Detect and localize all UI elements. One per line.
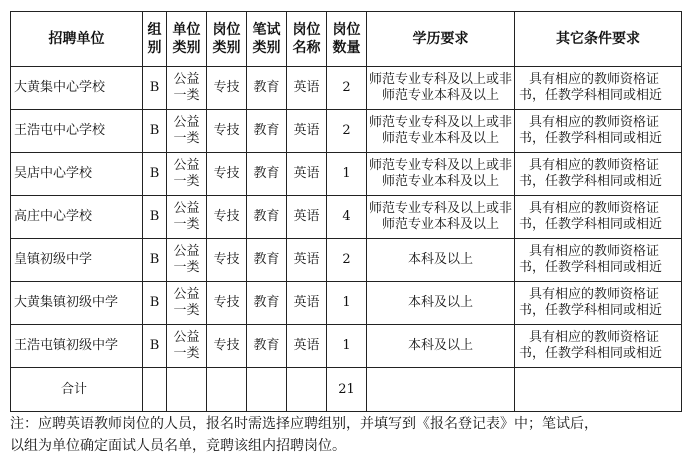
header-post-name: 岗位 名称	[287, 12, 327, 67]
cell-education: 师范专业专科及以上或非 师范专业本科及以上	[367, 153, 515, 196]
header-post-type: 岗位 类别	[207, 12, 247, 67]
cell-post-type: 专技	[207, 110, 247, 153]
header-other: 其它条件要求	[515, 12, 682, 67]
footnote	[10, 413, 681, 457]
cell-education: 本科及以上	[367, 325, 515, 368]
cell-other: 具有相应的教师资格证 书，任教学科相同或相近	[515, 110, 682, 153]
cell-unit: 大黄集中心学校	[11, 67, 143, 110]
cell-unit: 吴店中心学校	[11, 153, 143, 196]
cell-exam: 教育	[247, 282, 287, 325]
cell-group: B	[143, 153, 167, 196]
header-unit-type: 单位 类别	[167, 12, 207, 67]
cell-exam: 教育	[247, 239, 287, 282]
cell-group: B	[143, 196, 167, 239]
cell-post-type: 专技	[207, 282, 247, 325]
cell-post-type: 专技	[207, 239, 247, 282]
total-empty-cell	[143, 368, 167, 412]
cell-count: 2	[327, 110, 367, 153]
footnote-line: 以组为单位确定面试人员名单，竞聘该组内招聘岗位。	[10, 438, 346, 454]
table-row	[11, 239, 682, 282]
cell-post-name: 英语	[287, 196, 327, 239]
cell-other: 具有相应的教师资格证 书，任教学科相同或相近	[515, 239, 682, 282]
cell-post-type: 专技	[207, 196, 247, 239]
cell-group: B	[143, 325, 167, 368]
total-row	[11, 368, 682, 412]
cell-exam: 教育	[247, 110, 287, 153]
cell-post-type: 专技	[207, 153, 247, 196]
cell-unit-type: 公益 一类	[167, 282, 207, 325]
cell-group: B	[143, 282, 167, 325]
cell-unit: 皇镇初级中学	[11, 239, 143, 282]
cell-count: 1	[327, 153, 367, 196]
cell-exam: 教育	[247, 67, 287, 110]
cell-post-name: 英语	[287, 67, 327, 110]
header-exam-type: 笔试 类别	[247, 12, 287, 67]
total-empty-cell	[167, 368, 207, 412]
total-count: 21	[327, 368, 367, 412]
cell-unit-type: 公益 一类	[167, 196, 207, 239]
recruitment-table	[10, 11, 682, 412]
cell-post-name: 英语	[287, 282, 327, 325]
cell-count: 1	[327, 325, 367, 368]
cell-other: 具有相应的教师资格证 书，任教学科相同或相近	[515, 282, 682, 325]
cell-other: 具有相应的教师资格证 书，任教学科相同或相近	[515, 67, 682, 110]
total-empty-cell	[515, 368, 682, 412]
cell-unit-type: 公益 一类	[167, 110, 207, 153]
cell-post-name: 英语	[287, 325, 327, 368]
cell-education: 师范专业专科及以上或非 师范专业本科及以上	[367, 196, 515, 239]
cell-unit-type: 公益 一类	[167, 67, 207, 110]
cell-group: B	[143, 110, 167, 153]
footnote-line: 注：应聘英语教师岗位的人员，报名时需选择应聘组别，并填写到《报名登记表》中；笔试后，	[10, 416, 598, 432]
cell-education: 本科及以上	[367, 282, 515, 325]
cell-unit-type: 公益 一类	[167, 239, 207, 282]
table-row	[11, 325, 682, 368]
total-empty-cell	[247, 368, 287, 412]
cell-unit: 高庄中心学校	[11, 196, 143, 239]
cell-other: 具有相应的教师资格证 书，任教学科相同或相近	[515, 196, 682, 239]
cell-post-type: 专技	[207, 325, 247, 368]
cell-post-name: 英语	[287, 153, 327, 196]
cell-group: B	[143, 239, 167, 282]
cell-exam: 教育	[247, 153, 287, 196]
cell-unit: 王浩屯镇初级中学	[11, 325, 143, 368]
cell-post-type: 专技	[207, 67, 247, 110]
cell-count: 2	[327, 67, 367, 110]
header-group: 组 别	[143, 12, 167, 67]
table-row	[11, 110, 682, 153]
table-row	[11, 282, 682, 325]
header-post-count: 岗位 数量	[327, 12, 367, 67]
total-empty-cell	[287, 368, 327, 412]
cell-count: 2	[327, 239, 367, 282]
cell-post-name: 英语	[287, 110, 327, 153]
header-row	[11, 12, 682, 67]
cell-unit: 王浩屯中心学校	[11, 110, 143, 153]
total-empty-cell	[207, 368, 247, 412]
cell-post-name: 英语	[287, 239, 327, 282]
cell-unit-type: 公益 一类	[167, 325, 207, 368]
cell-education: 本科及以上	[367, 239, 515, 282]
cell-count: 1	[327, 282, 367, 325]
cell-count: 4	[327, 196, 367, 239]
header-unit: 招聘单位	[11, 12, 143, 67]
cell-other: 具有相应的教师资格证 书，任教学科相同或相近	[515, 153, 682, 196]
header-education: 学历要求	[367, 12, 515, 67]
table-row	[11, 153, 682, 196]
cell-other: 具有相应的教师资格证 书，任教学科相同或相近	[515, 325, 682, 368]
cell-group: B	[143, 67, 167, 110]
cell-education: 师范专业专科及以上或非 师范专业本科及以上	[367, 110, 515, 153]
table-row	[11, 196, 682, 239]
cell-exam: 教育	[247, 196, 287, 239]
cell-education: 师范专业专科及以上或非 师范专业本科及以上	[367, 67, 515, 110]
cell-unit: 大黄集镇初级中学	[11, 282, 143, 325]
table-row	[11, 67, 682, 110]
total-label: 合计	[11, 368, 143, 412]
cell-unit-type: 公益 一类	[167, 153, 207, 196]
cell-exam: 教育	[247, 325, 287, 368]
total-empty-cell	[367, 368, 515, 412]
